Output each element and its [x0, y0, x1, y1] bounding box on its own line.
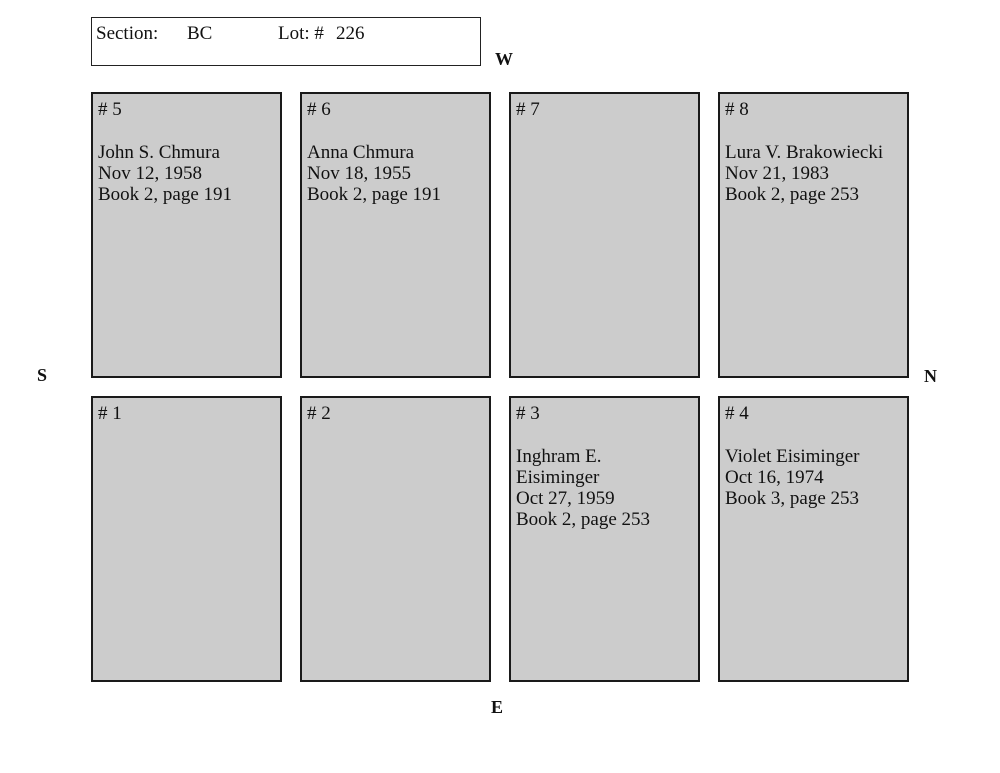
grave-5 — [91, 92, 282, 378]
grave-record: Book 2, page 253 — [516, 509, 651, 530]
grave-date: Nov 21, 1983 — [725, 163, 829, 184]
grave-number: # 7 — [516, 99, 540, 120]
lot-label: Lot: # — [278, 23, 324, 44]
grave-1 — [91, 396, 282, 682]
grave-date: Nov 18, 1955 — [307, 163, 411, 184]
grave-3 — [509, 396, 700, 682]
grave-name: Inghram E. Eisiminger — [516, 446, 602, 488]
grave-name: Anna Chmura — [307, 142, 415, 163]
grave-name: Violet Eisiminger — [725, 446, 860, 467]
grave-name: Lura V. Brakowiecki — [725, 142, 884, 163]
grave-number: # 8 — [725, 99, 749, 120]
grave-4 — [718, 396, 909, 682]
section-label: Section: — [96, 23, 159, 44]
compass-east: E — [491, 697, 504, 717]
grave-7 — [509, 92, 700, 378]
grave-date: Oct 27, 1959 — [516, 488, 615, 509]
grave-record: Book 2, page 253 — [725, 184, 860, 205]
compass-south: S — [37, 365, 48, 385]
grave-record: Book 2, page 191 — [98, 184, 233, 205]
section-value: BC — [187, 23, 213, 44]
lot-value: 226 — [336, 23, 365, 44]
grave-record: Book 2, page 191 — [307, 184, 442, 205]
grave-date: Oct 16, 1974 — [725, 467, 824, 488]
compass-west: W — [495, 49, 513, 69]
grave-number: # 6 — [307, 99, 331, 120]
grave-2 — [300, 396, 491, 682]
grave-date: Nov 12, 1958 — [98, 163, 202, 184]
grave-8 — [718, 92, 909, 378]
compass-north: N — [924, 366, 937, 386]
grave-number: # 5 — [98, 99, 122, 120]
grave-record: Book 3, page 253 — [725, 488, 860, 509]
grave-name: John S. Chmura — [98, 142, 220, 163]
grave-6 — [300, 92, 491, 378]
grave-number: # 2 — [307, 403, 331, 424]
grave-number: # 4 — [725, 403, 749, 424]
grave-number: # 1 — [98, 403, 122, 424]
lot-header — [91, 17, 481, 66]
grave-number: # 3 — [516, 403, 540, 424]
